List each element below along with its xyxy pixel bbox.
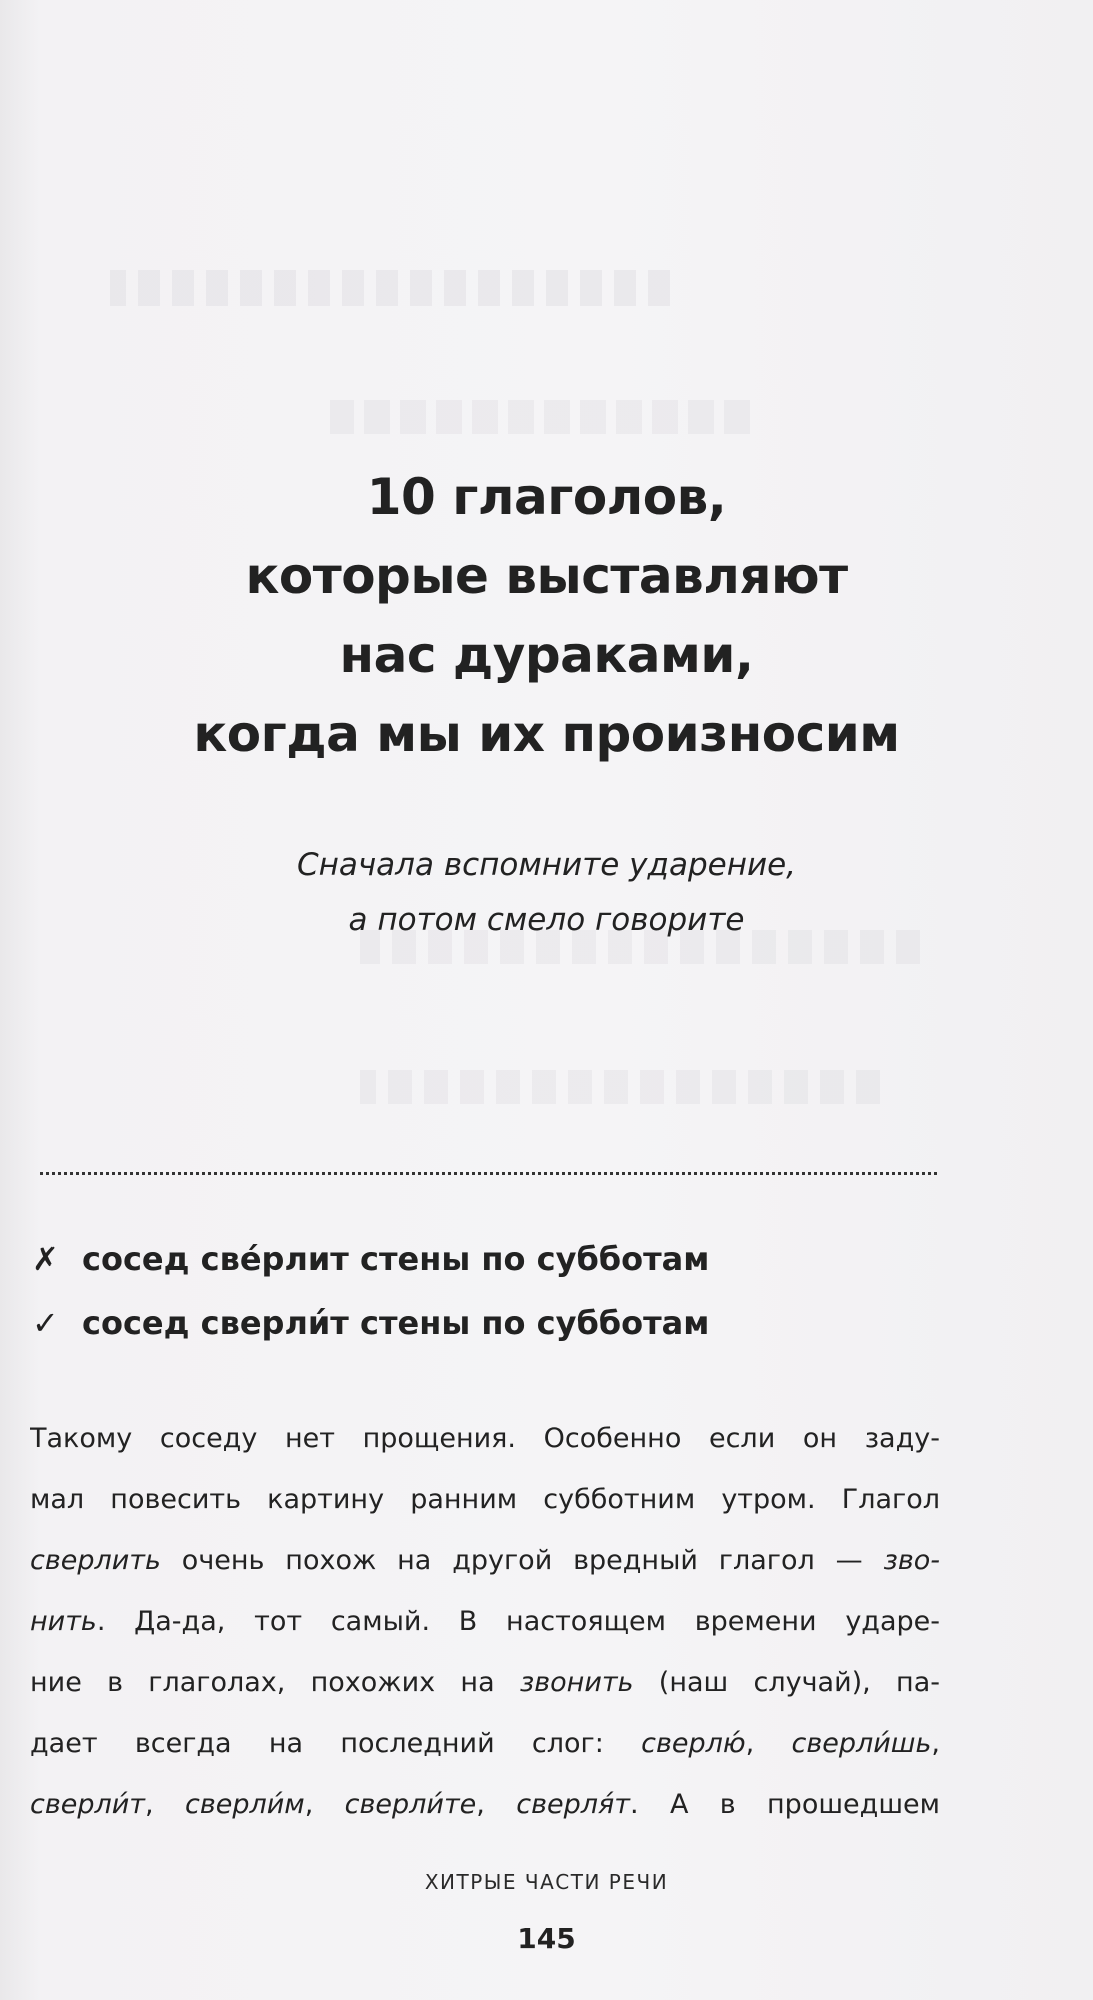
paragraph-line bbox=[30, 1591, 940, 1652]
correct-usage-text: сосед сверли́т стены по субботам bbox=[82, 1304, 710, 1342]
paragraph-line bbox=[30, 1469, 940, 1530]
text-run: , bbox=[145, 1789, 185, 1820]
italic-word: сверли́шь bbox=[791, 1728, 932, 1759]
italic-word: сверлить bbox=[30, 1545, 161, 1576]
chapter-title bbox=[0, 458, 1093, 774]
chapter-title-line: 10 глаголов, bbox=[366, 468, 727, 526]
italic-word: сверлю́ bbox=[641, 1728, 746, 1759]
body-paragraph bbox=[30, 1408, 940, 1835]
chapter-title-line: которые выставляют bbox=[245, 547, 848, 605]
text-run: дает всегда на последний слог: bbox=[30, 1728, 642, 1759]
chapter-title-line: нас дураками, bbox=[339, 626, 754, 684]
paragraph-line bbox=[30, 1408, 940, 1469]
text-run: (наш случай), па- bbox=[633, 1667, 940, 1698]
text-run: . Да-да, тот самый. В настоящем времени ударе- bbox=[96, 1606, 940, 1637]
italic-word: звонить bbox=[519, 1667, 634, 1698]
cross-icon: ✗ bbox=[32, 1240, 59, 1278]
running-footer-section: ХИТРЫЕ ЧАСТИ РЕЧИ bbox=[424, 1870, 669, 1894]
chapter-subtitle-line: а потом смело говорите bbox=[348, 902, 745, 938]
text-run: ние в глаголах, похожих на bbox=[30, 1667, 520, 1698]
italic-word: сверли́т bbox=[30, 1789, 146, 1820]
paragraph-line bbox=[30, 1530, 940, 1591]
show-through-decoration bbox=[330, 400, 750, 434]
paragraph-line bbox=[30, 1713, 940, 1774]
italic-word: зво- bbox=[883, 1545, 940, 1576]
checkmark-icon: ✓ bbox=[32, 1304, 59, 1342]
italic-word: сверли́те bbox=[344, 1789, 477, 1820]
show-through-decoration bbox=[110, 270, 670, 306]
italic-word: сверля́т bbox=[516, 1789, 630, 1820]
text-run: Такому соседу нет прощения. Особенно если он заду- bbox=[30, 1423, 940, 1454]
text-run: , bbox=[745, 1728, 792, 1759]
dotted-divider bbox=[40, 1172, 937, 1175]
page-number: 145 bbox=[517, 1922, 576, 1955]
wrong-usage-example bbox=[32, 1234, 709, 1284]
text-run: очень похож на другой вредный глагол — bbox=[160, 1545, 884, 1576]
wrong-usage-text: сосед све́рлит стены по субботам bbox=[82, 1240, 710, 1278]
text-run: , bbox=[476, 1789, 517, 1820]
text-run: мал повесить картину ранним субботним утром. Глагол bbox=[30, 1484, 940, 1515]
paragraph-line bbox=[30, 1774, 940, 1835]
correct-usage-example bbox=[32, 1298, 709, 1348]
chapter-subtitle bbox=[0, 838, 1093, 948]
italic-word: нить bbox=[30, 1606, 97, 1637]
chapter-subtitle-line: Сначала вспомните ударение, bbox=[296, 847, 797, 883]
italic-word: сверли́м bbox=[185, 1789, 305, 1820]
text-run: , bbox=[931, 1728, 940, 1759]
chapter-title-line: когда мы их произносим bbox=[193, 705, 900, 763]
show-through-decoration bbox=[360, 1070, 880, 1104]
text-run: . А в прошедшем bbox=[630, 1789, 940, 1820]
text-run: , bbox=[304, 1789, 345, 1820]
paragraph-line bbox=[30, 1652, 940, 1713]
